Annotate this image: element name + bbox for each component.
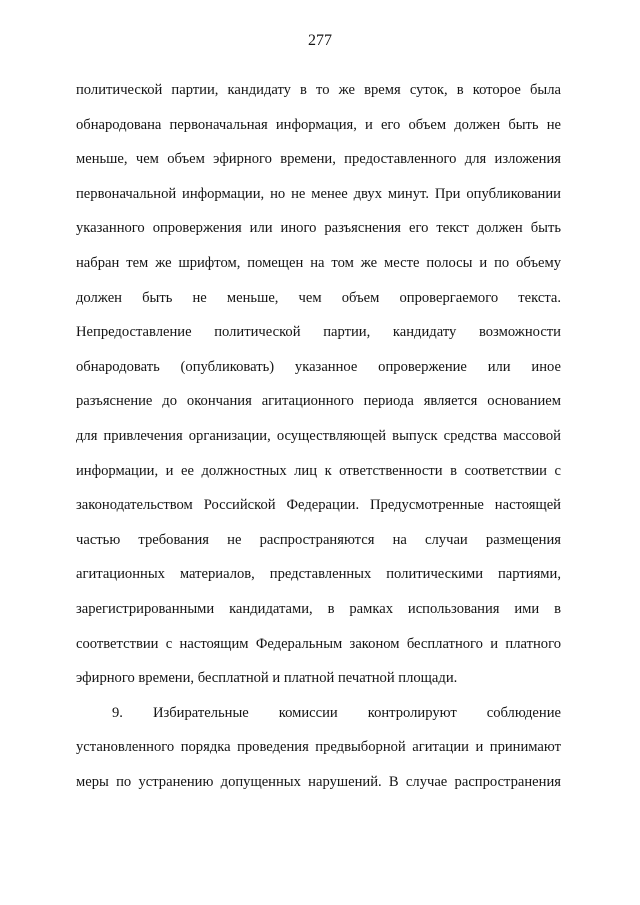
text-line: политической партии, кандидату в то же время суток, в которое была: [76, 82, 561, 98]
text-line: соответствии с настоящим Федеральным законом бесплатного и платного: [76, 635, 561, 652]
text-line: законодательством Российской Федерации. Предусмотренные настоящей: [76, 497, 561, 514]
text-line: установленного порядка проведения предвыборной агитации и принимают: [76, 739, 561, 756]
text-line: разъяснение до окончания агитационного периода является основанием: [76, 393, 561, 410]
text-line: агитационных материалов, представленных политическими партиями,: [76, 566, 561, 583]
text-line: обнародована первоначальная информация, и его объем должен быть не: [76, 116, 561, 133]
text-line: зарегистрированными кандидатами, в рамках использования ими в: [76, 600, 561, 617]
text-line: эфирного времени, бесплатной и платной печатной площади.: [76, 670, 458, 687]
page-number: 277: [308, 32, 332, 49]
text-line: 9. Избирательные комиссии контролируют соблюдение: [112, 704, 561, 721]
text-line: набран тем же шрифтом, помещен на том же месте полосы и по объему: [76, 254, 561, 271]
body-text: [76, 82, 561, 808]
text-line: Непредоставление политической партии, кандидату возможности: [76, 324, 561, 341]
text-line: меры по устранению допущенных нарушений. В случае распространения: [76, 773, 561, 790]
text-line: частью требования не распространяются на случаи размещения: [76, 531, 561, 548]
text-line: указанного опровержения или иного разъяснения его текст должен быть: [76, 220, 561, 237]
text-line: информации, и ее должностных лиц к ответственности в соответствии с: [76, 462, 561, 479]
text-line: должен быть не меньше, чем объем опровергаемого текста.: [76, 289, 561, 306]
text-line: для привлечения организации, осуществляющей выпуск средства массовой: [76, 427, 561, 444]
text-line: обнародовать (опубликовать) указанное опровержение или иное: [76, 358, 561, 375]
text-line: первоначальной информации, но не менее двух минут. При опубликовании: [76, 185, 561, 202]
text-line: меньше, чем объем эфирного времени, предоставленного для изложения: [76, 151, 561, 168]
